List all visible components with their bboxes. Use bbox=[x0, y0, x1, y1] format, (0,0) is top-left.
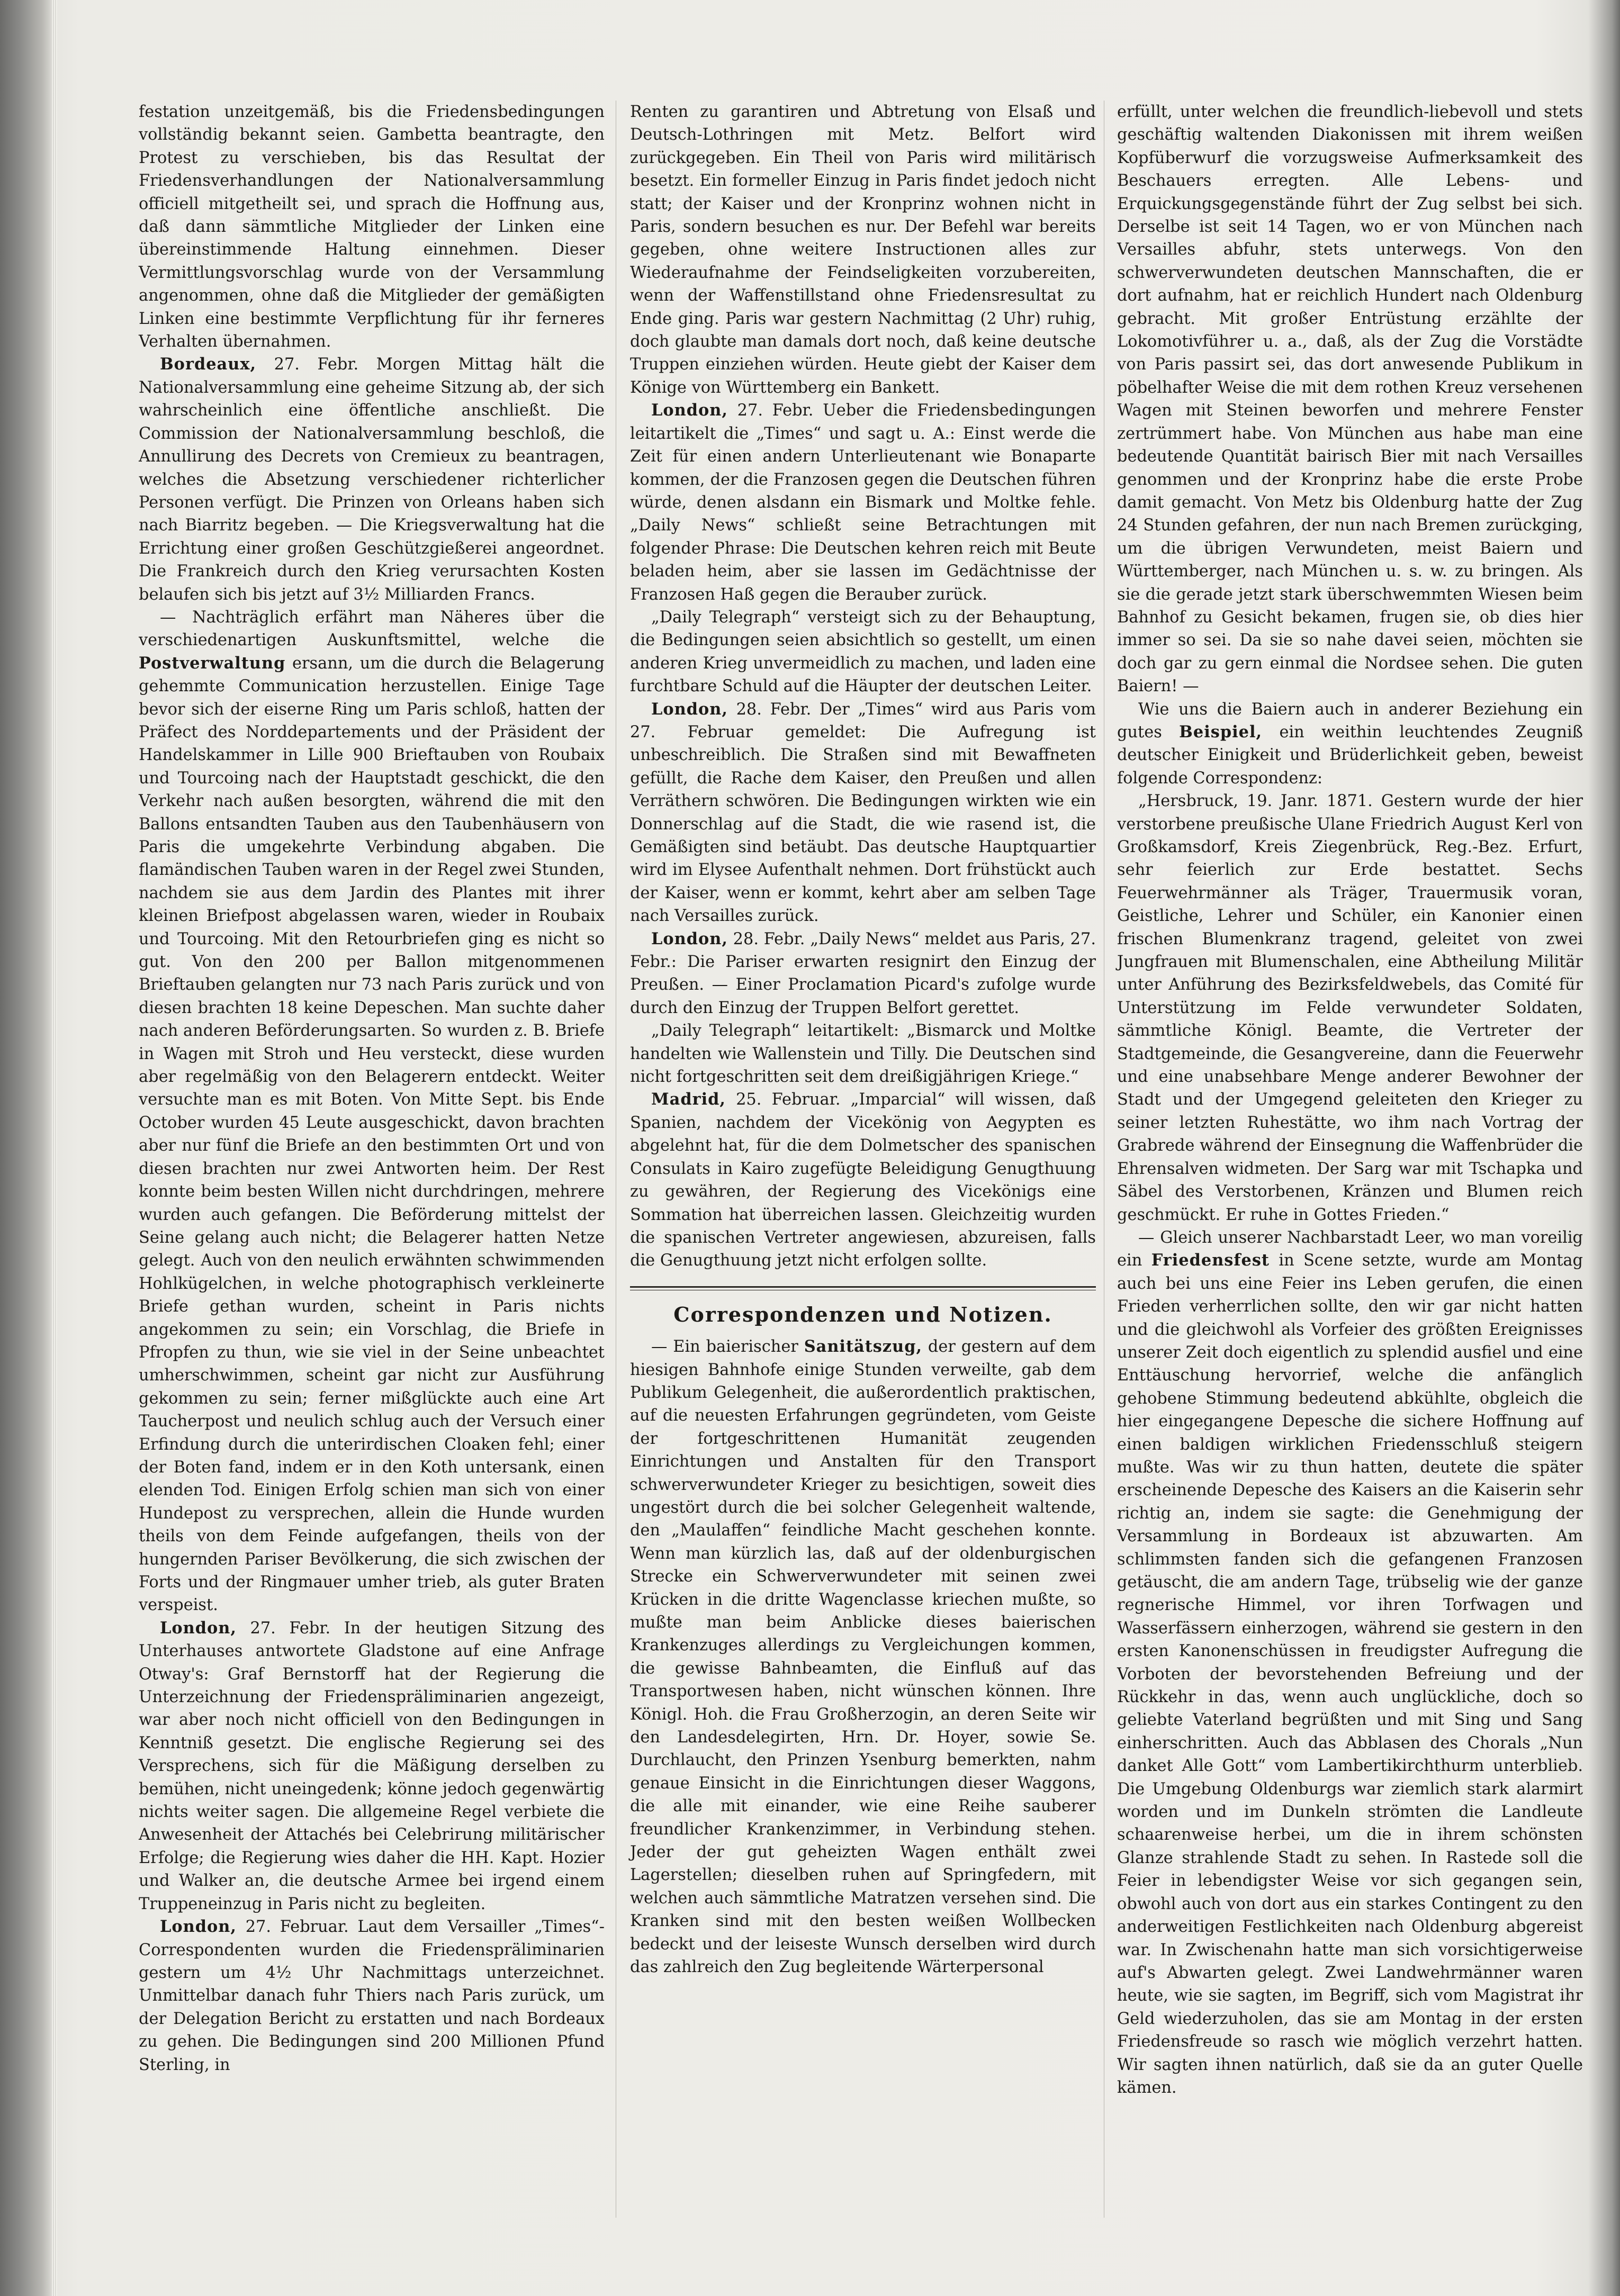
paragraph-text: 28. Febr. Der „Times“ wird aus Paris vom 27. Februar gemeldet: Die Aufregung ist unbeschreiblich. Die Straßen sind mit Bewaffneten gefüllt, die Rache dem Kaiser, den Preußen und allen Verräthern schwören. Die Bedingungen wirkten wie ein Donnerschlag auf die Stadt, die wie rasend ist, die Gemäßigten sind betäubt. Das deutsche Hauptquartier wird im Elysee Aufenthalt nehmen. Dort frühstückt auch der Kaiser, wenn er kommt, kehrt aber am selben Tage nach Versailles zurück. bbox=[630, 700, 1096, 926]
text-column-2 bbox=[630, 101, 1096, 1979]
paragraph-lead: — Gleich unserer Nachbarstadt Leer, wo man voreilig ein bbox=[1117, 1228, 1583, 1270]
news-item bbox=[630, 928, 1096, 1020]
dateline: Bordeaux, bbox=[160, 355, 257, 374]
emphasized-keyword: Friedensfest bbox=[1151, 1251, 1270, 1270]
paragraph-text: Renten zu garantiren und Abtretung von Elsaß und Deutsch-Lothringen mit Metz. Belfort wird zurückgegeben. Ein Theil von Paris wird militärisch besetzt. Ein formeller Einzug in Paris findet jedoch nicht statt; der Kaiser und der Kronprinz wohnen nicht in Paris, sondern besuchen es nur. Der Befehl war bereits gegeben, ohne weitere Instructionen alles zur Wiederaufnahme der Feindseligkeiten vorzubereiten, wenn der Waffenstillstand ohne Friedensresultat zu Ende ging. Paris war gestern Nachmittag (2 Uhr) ruhig, doch glaubte man damals dort noch, daß keine deutsche Truppen einziehen würden. Heute giebt der Kaiser dem Könige von Württemberg ein Bankett. bbox=[630, 103, 1096, 397]
paragraph-lead: Wie uns die Baiern auch in anderer Beziehung ein gutes bbox=[1117, 700, 1583, 742]
paragraph-text: 27. Februar. Laut dem Versailler „Times“-Correspondenten wurden die Friedenspräliminarien gestern um 4½ Uhr Nachmittags unterzeichnet. Unmittelbar danach fuhr Thiers nach Paris zurück, um der Delegation Bericht zu erstatten und nach Bordeaux zu gehen. Die Bedingungen sind 200 Millionen Pfund Sterling, in bbox=[139, 1918, 605, 2074]
news-item bbox=[630, 399, 1096, 606]
paragraph-lead: — Ein baierischer bbox=[651, 1337, 804, 1357]
section-divider bbox=[630, 1286, 1096, 1290]
news-item bbox=[139, 1617, 605, 1915]
article-paragraph bbox=[630, 1335, 1096, 1978]
emphasized-keyword: Sanitätszug, bbox=[804, 1337, 923, 1357]
dateline: London, bbox=[160, 1618, 237, 1638]
dateline: London, bbox=[651, 401, 728, 420]
paragraph-text: „Daily Telegraph“ leitartikelt: „Bismarck und Moltke handelten wie Wallenstein und Tilly. Die Deutschen sind nicht fortgeschritten seit dem dreißigjährigen Kriege.“ bbox=[630, 1022, 1096, 1087]
article-paragraph bbox=[1117, 790, 1583, 1226]
paragraph-text: ein weithin leuchtendes Zeugniß deutscher Einigkeit und Brüderlichkeit geben, beweist folgende Correspondenz: bbox=[1117, 722, 1583, 788]
news-item bbox=[630, 698, 1096, 928]
news-item bbox=[139, 1915, 605, 2076]
dateline: Madrid, bbox=[651, 1090, 726, 1109]
article-paragraph bbox=[1117, 1226, 1583, 2099]
paragraph-lead: — Nachträglich erfährt man Näheres über die verschiedenartigen Auskunftsmittel, welche die bbox=[139, 608, 605, 650]
paragraph-text: 27. Febr. In der heutigen Sitzung des Unterhauses antwortete Gladstone auf eine Anfrage Otway's: Graf Bernstorff hat der Regierung die Unterzeichnung der Friedenspräliminarien angezeigt, war aber noch nicht officiell von den Bedingungen in Kenntniß gesetzt. Die englische Regierung sei des Versprechens, sich für die Mäßigung derselben zu bemühen, nicht uneingedenk; könne jedoch gegenwärtig nichts weiter sagen. Die allgemeine Regel verbiete die Anwesenheit der Attachés bei Celebrirung militärischer Erfolge; die Regierung wies daher die HH. Kapt. Hozier und Walker an, die deutsche Armee bei irgend einem Truppeneinzug in Paris nicht zu begleiten. bbox=[139, 1619, 605, 1913]
news-item bbox=[139, 353, 605, 605]
text-column-1 bbox=[139, 101, 605, 2076]
paragraph-text: der gestern auf dem hiesigen Bahnhofe einige Stunden verweilte, gab dem Publikum Gelegenheit, die außerordentlich praktischen, auf die neuesten Erfahrungen gegründeten, vom Geiste der fortgeschrittenen Humanität zeugenden Einrichtungen und Anstalten für den Transport schwerverwundeter Krieger zu besichtigen, soweit dies ungestört durch die bei solcher Gelegenheit waltende, den „Maulaffen“ feindliche Macht geschehen konnte. Wenn man kürzlich las, daß auf der oldenburgischen Strecke ein Schwerverwundeter mit seinen zwei Krücken in die dritte Wagenclasse kriechen mußte, so mußte man beim Anblicke dieses baierischen Krankenzuges allerdings zu Vergleichungen kommen, die gewisse Bahnbeamten, die Einfluß auf das Transportwesen haben, nicht wünschen können. Ihre Königl. Hoh. die Frau Großherzogin, an deren Seite wir den Landesdelegirten, Hrn. Dr. Hoyer, sowie Se. Durchlaucht, den Prinzen Ysenburg bemerkten, nahm genaue Einsicht in die Einrichtungen dieser Waggons, die alle mit einander, wie eine Reihe sauberer freundlicher Krankenzimmer, in Verbindung stehen. Jeder der gut geheizten Wagen enthält zwei Lagerstellen; dieselben ruhen auf Springfedern, mit welchen auch sämmtliche Matratzen versehen sind. Die Kranken sind mit den besten weißen Wollbecken bedeckt und der leiseste Wunsch derselben wird durch das zahlreich den Zug begleitende Wärterpersonal bbox=[630, 1337, 1096, 1977]
dateline: London, bbox=[651, 929, 728, 948]
paragraph-text: ersann, um die durch die Belagerung gehemmte Communication herzustellen. Einige Tage bevor sich der eiserne Ring um Paris schloß, hatten der Präfect des Norddepartements und der Präsident der Handelskammer in Lille 900 Brieftauben von Roubaix und Tourcoing nach der Hauptstadt geschickt, die den Verkehr nach außen besorgten, während die mit den Ballons entsandten Tauben aus den Taubenhäusern von Paris die umgekehrte Verbindung abgaben. Die flamändischen Tauben waren in der Regel zwei Stunden, nachdem sie aus dem Jardin des Plantes mit ihrer kleinen Briefpost abgelassen waren, wieder in Roubaix und Tourcoing. Mit den Retourbriefen ging es nicht so gut. Von den 200 per Ballon mitgenommenen Brieftauben gelangten nur 73 nach Paris zurück und von diesen brachten 18 keine Depeschen. Man suchte daher nach anderen Beförderungsarten. So wurden z. B. Briefe in Wagen mit Stroh und Heu versteckt, diese wurden aber regelmäßig von den Belagerern entdeckt. Weiter versuchte man es mit Boten. Von Mitte Sept. bis Ende October wurden 45 Leute ausgeschickt, davon brachten aber nur fünf die Briefe an den bestimmten Ort und von diesen brachten nur zwei Antworten heim. Der Rest konnte beim besten Willen nicht durchdringen, mehrere wurden auch gefangen. Die Beförderung mittelst der Seine gelang auch nicht; die Belagerer hatten Netze gelegt. Auch von den neulich erwähnten schwimmenden Hohlkügelchen, in welche photographisch verkleinerte Briefe gethan wurden, scheint in Paris nichts angekommen zu sein; ein Vorschlag, die Briefe in Pfropfen zu thun, wie sie viel in der Seine unbeachtet umherschwimmen, scheint gar nicht zur Ausführung gekommen zu sein; ferner mißglückte auch eine Art Taucherpost und neulich schlug auch der Versuch einer Erfindung durch die unterirdischen Cloaken fehl; einer der Boten fand, indem er in den Koth untersank, einen elenden Tod. Einigen Erfolg schien man sich von einer Hundepost zu versprechen, allein die Hunde wurden theils von dem Feinde aufgefangen, theils von der hungernden Pariser Bevölkerung, die sich zwischen der Forts und der Ringmauer umher trieb, als guter Braten verspeist. bbox=[139, 654, 605, 1615]
article-paragraph bbox=[139, 606, 605, 1617]
news-item bbox=[630, 1088, 1096, 1272]
paragraph-text: 28. Febr. „Daily News“ meldet aus Paris, 27. Febr.: Die Pariser erwarten resignirt den Einzug der Preußen. — Einer Proclamation Picard's zufolge wurde durch den Einzug der Truppen Belfort gerettet. bbox=[630, 929, 1096, 1017]
text-column-3 bbox=[1117, 101, 1583, 2099]
article-paragraph bbox=[630, 101, 1096, 399]
page-gutter bbox=[51, 0, 57, 2296]
paragraph-text: 27. Febr. Ueber die Friedensbedingungen leitartikelt die „Times“ und sagt u. A.: Einst werde die Zeit für einen andern Unterlieutenant wie Bonaparte kommen, der die Franzosen gegen die Deutschen führen würde, denen alsdann ein Bismark und Moltke fehle. „Daily News“ schließt seine Betrachtungen mit folgender Phrase: Die Deutschen kehren reich mit Beute beladen heim, aber sie lassen im Gedächtnisse der Franzosen Haß gegen die Berauber zurück. bbox=[630, 401, 1096, 604]
paragraph-text: 27. Febr. Morgen Mittag hält die Nationalversammlung eine geheime Sitzung ab, der sich wahrscheinlich eine öffentliche anschließt. Die Commission der Nationalversammlung beschloß, die Annullirung des Decrets von Cremieux zu beantragen, welches die Absetzung verschiedener richterlicher Personen verfügt. Die Prinzen von Orleans haben sich nach Biarritz begeben. — Die Kriegsverwaltung hat die Errichtung einer großen Geschützgießerei angeordnet. Die Frankreich durch den Krieg verursachten Kosten belaufen sich bis jetzt auf 3½ Milliarden Francs. bbox=[139, 355, 605, 604]
article-paragraph bbox=[1117, 698, 1583, 790]
paragraph-text: „Daily Telegraph“ versteigt sich zu der Behauptung, die Bedingungen seien absichtlich so gestellt, um einen anderen Krieg unvermeidlich zu machen, und laden eine furchtbare Schuld auf die Häupter der deutschen Leiter. bbox=[630, 608, 1096, 696]
article-paragraph bbox=[1117, 101, 1583, 698]
emphasized-keyword: Postverwaltung bbox=[139, 653, 286, 673]
article-paragraph bbox=[630, 1019, 1096, 1088]
paragraph-text: „Hersbruck, 19. Janr. 1871. Gestern wurde der hier verstorbene preußische Ulane Friedrich August Kerl von Großkamsdorf, Kreis Ziegenbrück, Reg.-Bez. Erfurt, sehr feierlich zur Erde bestattet. Sechs Feuerwehrmänner als Träger, Trauermusik voran, Geistliche, Lehrer und Schüler, ein Kanonier einen frischen Blumenkranz tragend, geleitet von zwei Jungfrauen mit Blumenschalen, eine Abtheilung Militär unter Anführung des Bezirksfeldwebels, das Comité für Unterstützung im Felde verwundeter Soldaten, sämmtliche Königl. Beamte, die Vertreter der Stadtgemeinde, die Gesangvereine, dann die Feuerwehr und eine unabsehbare Menge anderer Bewohner der Stadt und der Umgegend geleiteten den Krieger zu seiner letzten Ruhestätte, wo ihm nach Vortrag der Grabrede während der Einsegnung die Waffenbrüder die Ehrensalven widmeten. Der Sarg war mit Tschapka und Säbel des Verstorbenen, Kränzen und Blumen reich geschmückt. Er ruhe in Gottes Frieden.“ bbox=[1117, 792, 1583, 1224]
dateline: London, bbox=[160, 1917, 237, 1937]
paragraph-text: 25. Februar. „Imparcial“ will wissen, daß Spanien, nachdem der Vicekönig von Aegypten es abgelehnt hat, für die dem Dolmetscher des spanischen Consulats in Kairo zugefügte Beleidigung Genugthuung zu gewähren, der Regierung des Vicekönigs eine Sommation hat überreichen lassen. Gleichzeitig wurden die spanischen Vertreter angewiesen, abzureisen, falls die Genugthuung jetzt nicht erfolgen sollte. bbox=[630, 1090, 1096, 1270]
dateline: London, bbox=[651, 699, 728, 719]
emphasized-keyword: Beispiel, bbox=[1179, 722, 1263, 742]
section-heading: Correspondenzen und Notizen. bbox=[673, 1302, 1052, 1326]
paragraph-text: erfüllt, unter welchen die freundlich-liebevoll und stets geschäftig waltenden Diakonissen mit ihrem weißen Kopfüberwurf die vorzugsweise Aufmerksamkeit des Beschauers erregten. Alle Lebens- und Erquickungsgegenstände führt der Zug selbst bei sich. Derselbe ist seit 14 Tagen, wo er von München nach Versailles abfuhr, stets unterwegs. Von den schwerverwundeten deutschen Mannschaften, die er dort aufnahm, hat er reichlich Hundert nach Oldenburg gebracht. Mit großer Entrüstung erzählte der Lokomotivführer u. a., daß, als der Zug die Vorstädte von Paris passirt sei, das dort anwesende Publikum in pöbelhafter Weise die mit dem rothen Kreuz versehenen Wagen mit Steinen beworfen und mehrere Fenster zertrümmert habe. Von München aus habe man eine bedeutende Quantität bairisch Bier mit nach Versailles genommen und der Kronprinz habe die erste Probe damit gemacht. Von Metz bis Oldenburg hatte der Zug 24 Stunden gefahren, der nun nach Bremen zurückging, um die übrigen Verwundeten, meist Baiern und Württemberger, nach München u. s. w. zu bringen. Als sie die gerade jetzt stark überschwemmten Wiesen beim Bahnhof zu Gesicht bekamen, frugen sie, ob dies hier immer so sei. Da sie so nahe davei seien, möchten sie doch gar zu gern einmal die Nordsee sehen. Die guten Baiern! — bbox=[1117, 103, 1583, 696]
paragraph-text: in Scene setzte, wurde am Montag auch bei uns eine Feier ins Leben gerufen, die einen Frieden verherrlichen sollte, den wir gar nicht hatten und die gleichwohl als Vorfeier des größten Ereignisses unserer Zeit doch eigentlich zu splendid ausfiel und eine Enttäuschung hervorrief, welche die anfänglich gehobene Stimmung bedeutend abkühlte, obgleich die hier eingegangene Depesche die sichere Hoffnung auf einen baldigen wirklichen Friedensschluß steigern mußte. Was wir zu thun hatten, deutete die später erscheinende Depesche des Kaisers an die Kaiserin sehr richtig an, indem sie sagte: die Genehmigung der Versammlung in Bordeaux ist abzuwarten. Am schlimmsten fanden sich die gefangenen Franzosen getäuscht, die am andern Tage, trübselig wie der ganze regnerische Himmel, vor ihren Torfwagen und Wasserfässern einherzogen, während sie gestern in den ersten Kanonenschüssen in freudigster Aufregung die Vorboten der bevorstehenden Befreiung und der Rückkehr in das, wenn auch unglückliche, doch so geliebte Vaterland begrüßten und mit Sing und Sang einherschritten. Auch das Abblasen des Chorals „Nun danket Alle Gott“ vom Lambertikirchthurm unterblieb. Die Umgebung Oldenburgs war ziemlich stark alarmirt worden und im Dunkeln strömten die Landleute schaarenweise herbei, um die in ihrem schönsten Glanze strahlende Stadt zu sehen. In Rastede soll die Feier in lebendigster Weise vor sich gegangen sein, obwohl auch von dort aus ein starkes Contingent zu den anderweitigen Festlichkeiten nach Oldenburg abgereist war. In Zwischenahn hatte man sich vorsichtigerweise auf's Abwarten gelegt. Zwei Landwehrmänner waren heute, wie sie sagten, im Begriff, sich vom Magistrat ihr Geld wiederzuholen, das sie am Montag in der ersten Friedensfreude so rasch wie möglich verzehrt hatten. Wir sagten ihnen natürlich, daß sie da an guter Quelle kämen. bbox=[1117, 1251, 1583, 2097]
article-paragraph bbox=[630, 606, 1096, 698]
article-paragraph bbox=[139, 101, 605, 353]
paragraph-text: festation unzeitgemäß, bis die Friedensbedingungen vollständig bekannt seien. Gambetta beantragte, den Protest zu verschieben, bis das Resultat der Friedensverhandlungen der Nationalversammlung officiell mitgetheilt sei, und sprach die Hoffnung aus, daß dann sämmtliche Mitglieder der Linken eine übereinstimmende Haltung einnehmen. Dieser Vermittlungsvorschlag wurde von der Versammlung angenommen, ohne daß die Mitglieder der gemäßigten Linken eine bestimmte Verpflichtung für ihr ferneres Verhalten übernahmen. bbox=[139, 103, 605, 351]
